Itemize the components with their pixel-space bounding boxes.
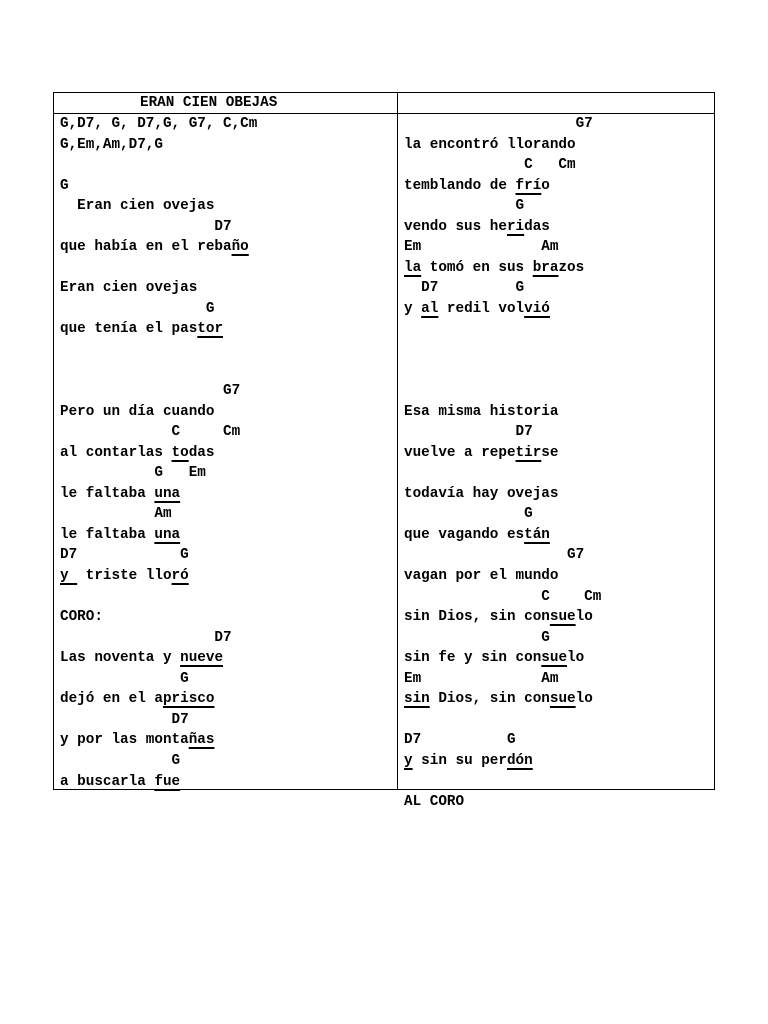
lyric-text: Las noventa y <box>60 650 181 667</box>
lyric-text: D7 G <box>404 732 516 749</box>
left-line-2 <box>60 155 257 176</box>
left-line-19 <box>60 504 257 525</box>
right-column <box>404 114 601 813</box>
lyric-text: G <box>60 752 181 769</box>
lyric-text: D7 G <box>404 280 525 297</box>
lyric-text: tomó en sus <box>421 259 533 276</box>
underlined-syllable: al <box>421 300 439 317</box>
lyric-text: zos <box>558 259 585 276</box>
right-line-5 <box>404 217 601 238</box>
left-line-0 <box>60 114 257 135</box>
left-line-28 <box>60 689 257 710</box>
right-line-26 <box>404 648 601 669</box>
right-line-3 <box>404 176 601 197</box>
left-line-12 <box>60 361 257 382</box>
right-line-17 <box>404 463 601 484</box>
lyric-text: D7 <box>404 424 533 441</box>
right-line-22 <box>404 566 601 587</box>
left-line-10 <box>60 319 257 340</box>
lyric-text: G <box>60 177 69 194</box>
right-line-29 <box>404 710 601 731</box>
lyric-text: todavía hay ovejas <box>404 485 559 502</box>
lyric-text: G,D7, G, D7,G, G7, C,Cm <box>60 116 258 132</box>
underlined-syllable: tor <box>197 321 224 338</box>
right-line-2 <box>404 155 601 176</box>
left-line-4 <box>60 196 257 217</box>
right-line-13 <box>404 381 601 402</box>
right-line-16 <box>404 443 601 464</box>
right-line-0 <box>404 114 601 135</box>
lyric-text: le faltaba <box>60 485 155 502</box>
underlined-syllable: la <box>404 259 422 276</box>
lyric-text: la encontró llorando <box>404 136 576 153</box>
underlined-syllable: ró <box>171 568 189 585</box>
lyric-text: Eran cien ovejas <box>60 198 215 215</box>
chord-sheet-table <box>53 92 715 811</box>
lyric-text: Dios, sin con <box>429 691 550 708</box>
right-line-24 <box>404 607 601 628</box>
underlined-syllable: ñas <box>188 732 215 749</box>
left-line-8 <box>60 278 257 299</box>
lyric-text: G Em <box>60 465 206 482</box>
lyric-text: G7 <box>404 116 593 132</box>
lyric-text: Em Am <box>404 670 559 687</box>
underlined-syllable: to <box>171 444 189 461</box>
underlined-syllable: sin <box>404 691 430 708</box>
left-line-6 <box>60 237 257 258</box>
lyric-text: sin su per <box>412 752 507 769</box>
right-line-14 <box>404 402 601 423</box>
lyric-text: G <box>404 506 533 523</box>
right-line-15 <box>404 422 601 443</box>
right-line-32 <box>404 772 601 793</box>
underlined-syllable: frí <box>515 177 542 194</box>
right-line-6 <box>404 237 601 258</box>
lyric-text: temblando de <box>404 177 516 194</box>
lyric-text: G <box>60 670 189 687</box>
left-line-13 <box>60 381 257 402</box>
lyric-text: y por las monta <box>60 732 189 749</box>
lyric-text: AL CORO <box>404 794 465 811</box>
lyric-text: que había en el reba <box>60 239 232 256</box>
lyric-text: lo <box>575 609 593 626</box>
lyric-text: o <box>541 177 550 194</box>
left-line-31 <box>60 751 257 772</box>
right-line-25 <box>404 628 601 649</box>
left-line-7 <box>60 258 257 279</box>
right-line-10 <box>404 319 601 340</box>
right-line-30 <box>404 730 601 751</box>
lyric-text: G <box>404 198 525 215</box>
left-line-29 <box>60 710 257 731</box>
song-title: ERAN CIEN OBEJAS <box>140 95 278 111</box>
right-line-28 <box>404 689 601 710</box>
lyric-text: que vagando es <box>404 526 525 543</box>
lyric-text: CORO: <box>60 609 103 626</box>
left-line-21 <box>60 545 257 566</box>
lyric-text: G <box>60 300 215 317</box>
right-line-33 <box>404 792 601 813</box>
lyric-text: triste llo <box>77 568 172 585</box>
lyric-text: Eran cien ovejas <box>60 280 198 297</box>
left-line-17 <box>60 463 257 484</box>
left-line-5 <box>60 217 257 238</box>
underlined-syllable: ri <box>506 218 525 235</box>
underlined-syllable: sue <box>549 691 576 708</box>
lyric-text: lo <box>575 691 593 708</box>
lyric-text: das <box>188 444 215 461</box>
lyric-text: C Cm <box>60 424 241 441</box>
underlined-syllable: vió <box>524 300 550 317</box>
left-line-26 <box>60 648 257 669</box>
lyric-text: a buscarla <box>60 773 155 790</box>
right-line-27 <box>404 669 601 690</box>
lyric-text: dejó en el a <box>60 691 163 708</box>
underlined-syllable: sue <box>549 609 576 626</box>
lyric-text: D7 <box>60 629 232 646</box>
right-line-9 <box>404 299 601 320</box>
left-line-20 <box>60 525 257 546</box>
left-line-25 <box>60 628 257 649</box>
right-line-23 <box>404 587 601 608</box>
left-line-27 <box>60 669 257 690</box>
lyric-text: redil vol <box>438 300 525 317</box>
underlined-syllable: nueve <box>180 650 224 667</box>
underlined-syllable: prisco <box>162 691 215 708</box>
lyric-text: G,Em,Am,D7,G <box>60 136 163 153</box>
underlined-syllable: y <box>60 568 78 585</box>
left-line-23 <box>60 587 257 608</box>
underlined-syllable: una <box>154 526 181 543</box>
lyric-text: D7 <box>60 218 232 235</box>
lyric-text: D7 <box>60 711 189 728</box>
right-line-4 <box>404 196 601 217</box>
underlined-syllable: tir <box>515 444 542 461</box>
underlined-syllable: tán <box>524 526 550 543</box>
left-line-32 <box>60 772 257 793</box>
underlined-syllable: dón <box>506 752 533 769</box>
lyric-text: G7 <box>404 547 585 564</box>
underlined-syllable: sue <box>541 650 568 667</box>
lyric-text: lo <box>567 650 585 667</box>
lyric-text: y <box>404 300 422 317</box>
lyric-text: Am <box>60 506 172 523</box>
lyric-text: vagan por el mundo <box>404 568 559 585</box>
lyric-text: sin fe y sin con <box>404 650 542 667</box>
right-line-21 <box>404 545 601 566</box>
left-line-24 <box>60 607 257 628</box>
lyric-text: se <box>541 444 559 461</box>
lyric-text: D7 G <box>60 547 189 564</box>
left-line-15 <box>60 422 257 443</box>
underlined-syllable: una <box>154 485 181 502</box>
lyric-text: vendo sus he <box>404 218 507 235</box>
underlined-syllable: bra <box>532 259 559 276</box>
lyric-text: vuelve a repe <box>404 444 516 461</box>
left-line-3 <box>60 176 257 197</box>
left-column <box>60 114 257 792</box>
right-line-20 <box>404 525 601 546</box>
left-line-22 <box>60 566 257 587</box>
right-line-18 <box>404 484 601 505</box>
lyric-text: Pero un día cuando <box>60 403 215 420</box>
right-line-12 <box>404 361 601 382</box>
right-line-11 <box>404 340 601 361</box>
lyric-text: C Cm <box>404 157 576 174</box>
lyric-text: Esa misma historia <box>404 403 559 420</box>
left-line-9 <box>60 299 257 320</box>
left-line-16 <box>60 443 257 464</box>
lyric-text: le faltaba <box>60 526 155 543</box>
left-line-30 <box>60 730 257 751</box>
right-line-1 <box>404 135 601 156</box>
left-line-14 <box>60 402 257 423</box>
lyric-text: C Cm <box>404 588 602 605</box>
right-line-31 <box>404 751 601 772</box>
right-line-19 <box>404 504 601 525</box>
lyric-text: das <box>524 218 550 235</box>
underlined-syllable: fue <box>154 773 181 790</box>
left-line-18 <box>60 484 257 505</box>
left-line-1 <box>60 135 257 156</box>
lyric-text: al contarlas <box>60 444 172 461</box>
underlined-syllable: ño <box>231 239 249 256</box>
underlined-syllable: y <box>404 752 413 769</box>
lyric-text: G <box>404 629 550 646</box>
lyric-text: G7 <box>60 383 241 400</box>
lyric-text: que tenía el pas <box>60 321 198 338</box>
lyric-text: sin Dios, sin con <box>404 609 550 626</box>
left-line-11 <box>60 340 257 361</box>
right-line-7 <box>404 258 601 279</box>
column-divider <box>397 93 398 789</box>
right-line-8 <box>404 278 601 299</box>
lyric-text: Em Am <box>404 239 559 256</box>
